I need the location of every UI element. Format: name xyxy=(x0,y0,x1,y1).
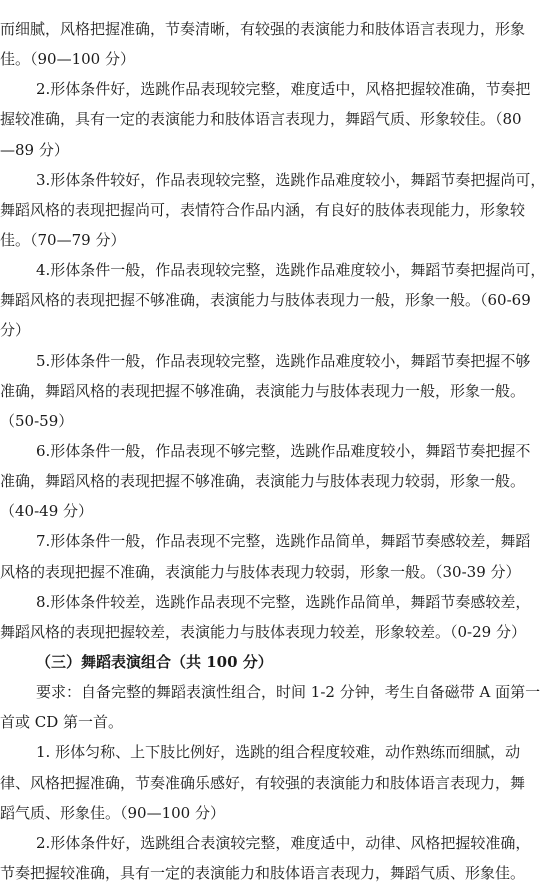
text-line: 首或 CD 第一首。 xyxy=(0,713,124,731)
paragraph-2-line: 2.形体条件好，选跳作品表现较完整，难度适中，风格把握较准确，节奏把 xyxy=(36,80,531,98)
paragraph-6-line: 6.形体条件一般，作品表现不够完整，选跳作品难度较小，舞蹈节奏把握不 xyxy=(36,442,531,460)
text-line: 佳。（70—79 分） xyxy=(0,231,126,249)
text-line: 而细腻，风格把握准确，节奏清晰，有较强的表演能力和肢体语言表现力，形象 xyxy=(0,20,526,38)
paragraph-4-line: 4.形体条件一般，作品表现较完整，选跳作品难度较小，舞蹈节奏把握尚可， xyxy=(36,261,546,279)
paragraph-5-line: 5.形体条件一般，作品表现较完整，选跳作品难度较小，舞蹈节奏把握不够 xyxy=(36,352,531,370)
section-heading: （三）舞蹈表演组合（共 100 分） xyxy=(36,653,273,671)
paragraph-2-line: 2.形体条件好，选跳组合表演较完整，难度适中，动律、风格把握较准确， xyxy=(36,834,531,852)
text-line: 律、风格把握准确，节奏准确乐感好，有较强的表演能力和肢体语言表现力，舞 xyxy=(0,774,526,792)
text-line: 蹈气质、形象佳。（90—100 分） xyxy=(0,804,225,822)
text-line: 舞蹈风格的表现把握尚可，表情符合作品内涵，有良好的肢体表现能力，形象较 xyxy=(0,201,526,219)
text-line: 握较准确，具有一定的表演能力和肢体语言表现力，舞蹈气质、形象较佳。（80 xyxy=(0,110,522,128)
paragraph-8-line: 8.形体条件较差，选跳作品表现不完整，选跳作品简单，舞蹈节奏感较差， xyxy=(36,593,531,611)
text-line: （50-59） xyxy=(0,412,74,430)
text-line: 准确，舞蹈风格的表现把握不够准确，表演能力与肢体表现力一般，形象一般。 xyxy=(0,382,526,400)
requirement-line: 要求：自备完整的舞蹈表演性组合，时间 1-2 分钟，考生自备磁带 A 面第一 xyxy=(36,683,541,701)
text-line: 舞蹈风格的表现把握较差，表演能力与肢体表现力较差，形象较差。（0-29 分） xyxy=(0,623,526,641)
text-line: 风格的表现把握不准确，表演能力与肢体表现力较弱，形象一般。（30-39 分） xyxy=(0,563,521,581)
text-line: 舞蹈风格的表现把握不够准确，表演能力与肢体表现力一般，形象一般。（60-69 xyxy=(0,291,531,309)
text-line: 准确，舞蹈风格的表现把握不够准确，表演能力与肢体表现力较弱，形象一般。 xyxy=(0,472,526,490)
paragraph-1-line: 1. 形体匀称、上下肢比例好，选跳的组合程度较难，动作熟练而细腻，动 xyxy=(36,743,521,761)
text-line: 佳。（90—100 分） xyxy=(0,50,135,68)
paragraph-3-line: 3.形体条件较好，作品表现较完整，选跳作品难度较小，舞蹈节奏把握尚可， xyxy=(36,171,546,189)
text-line: （40-49 分） xyxy=(0,502,94,520)
paragraph-7-line: 7.形体条件一般，作品表现不完整，选跳作品简单，舞蹈节奏感较差，舞蹈 xyxy=(36,532,531,550)
text-line: 分） xyxy=(0,321,31,339)
text-line: —89 分） xyxy=(0,141,69,159)
text-line: 节奏把握较准确，具有一定的表演能力和肢体语言表现力，舞蹈气质、形象佳。 xyxy=(0,864,526,882)
